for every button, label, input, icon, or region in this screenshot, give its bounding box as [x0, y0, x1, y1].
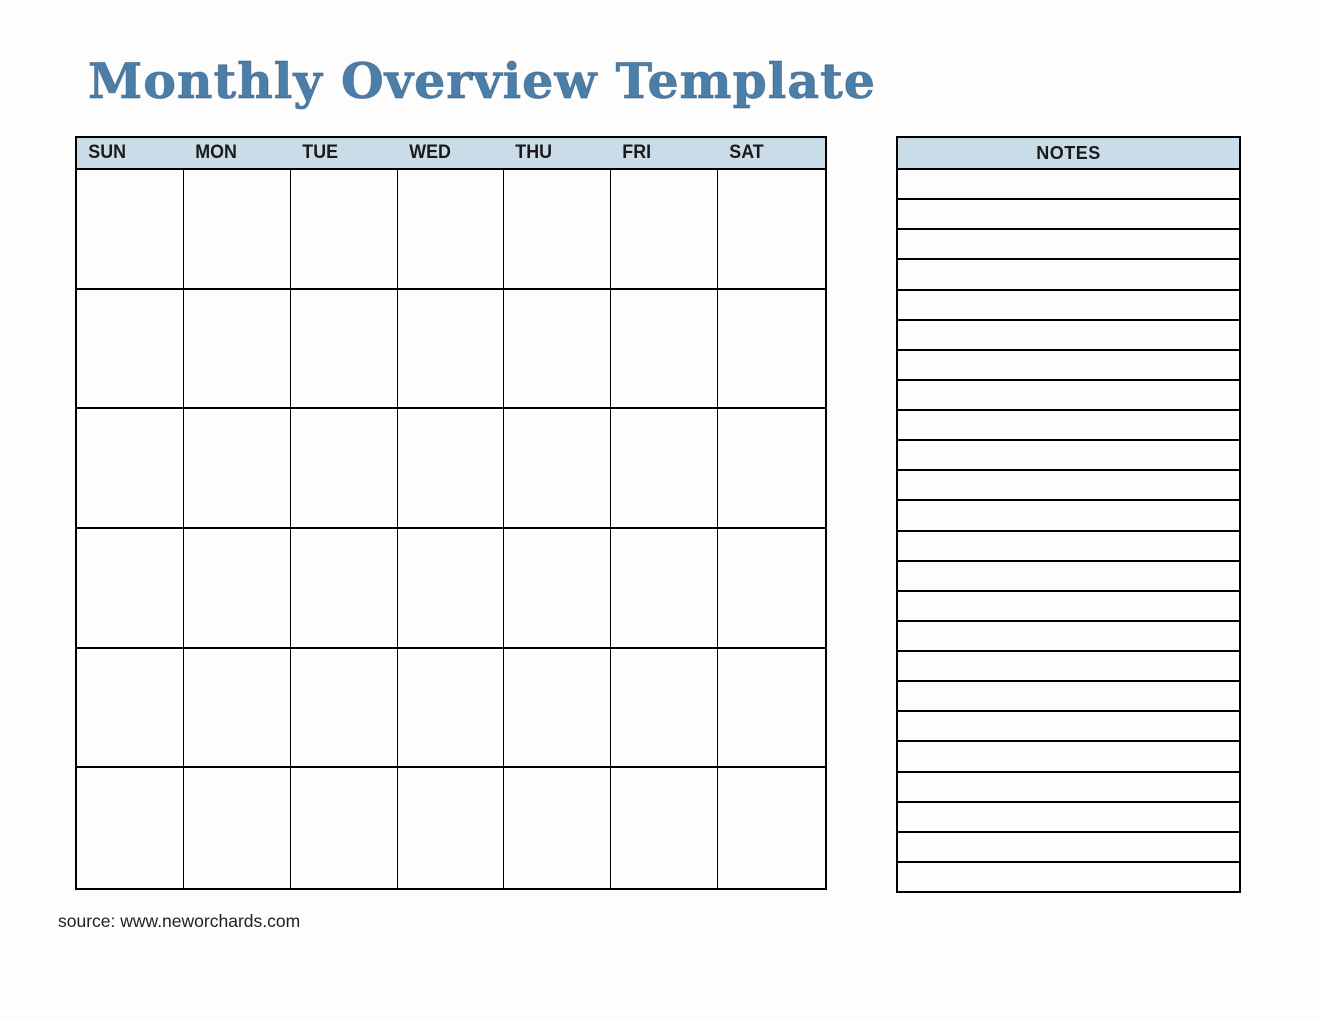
calendar-cell [77, 409, 184, 529]
note-line [898, 260, 1239, 290]
note-line [898, 351, 1239, 381]
calendar-cell [77, 170, 184, 290]
note-line [898, 381, 1239, 411]
calendar-cell [718, 649, 825, 769]
calendar-cell [291, 290, 398, 410]
source-attribution: source: www.neworchards.com [58, 911, 301, 931]
notes-lines [898, 170, 1239, 891]
day-header-wed: WED [408, 142, 451, 163]
day-header-fri: FRI [622, 142, 652, 163]
calendar-cell [291, 529, 398, 649]
calendar-cell [77, 529, 184, 649]
day-header-mon: MON [195, 142, 237, 163]
calendar-cell [504, 170, 611, 290]
note-line [898, 712, 1239, 742]
note-line [898, 291, 1239, 321]
calendar-cell [611, 768, 718, 888]
monthly-calendar-table [75, 136, 827, 890]
calendar-header-row [77, 138, 825, 170]
calendar-cell [77, 290, 184, 410]
note-line [898, 411, 1239, 441]
day-header-sun: SUN [88, 142, 126, 163]
calendar-cell [398, 409, 505, 529]
note-line [898, 682, 1239, 712]
note-line [898, 592, 1239, 622]
note-line [898, 863, 1239, 891]
calendar-cell [718, 290, 825, 410]
note-line [898, 230, 1239, 260]
calendar-cell [77, 768, 184, 888]
calendar-cell [291, 649, 398, 769]
calendar-cell [718, 529, 825, 649]
day-header-thu: THU [515, 142, 553, 163]
calendar-cell [291, 409, 398, 529]
calendar-cell [184, 649, 291, 769]
calendar-cell [611, 529, 718, 649]
calendar-cell [184, 409, 291, 529]
calendar-cell [291, 170, 398, 290]
note-line [898, 562, 1239, 592]
note-line [898, 321, 1239, 351]
calendar-cell [611, 170, 718, 290]
note-line [898, 441, 1239, 471]
calendar-cell [398, 529, 505, 649]
calendar-cell [611, 649, 718, 769]
note-line [898, 803, 1239, 833]
calendar-cell [611, 290, 718, 410]
note-line [898, 471, 1239, 501]
notes-table [896, 136, 1241, 893]
calendar-cell [398, 649, 505, 769]
calendar-cell [504, 768, 611, 888]
calendar-cell [504, 290, 611, 410]
calendar-body-grid [77, 170, 825, 888]
page-title: Monthly Overview Template [88, 52, 876, 110]
note-line [898, 622, 1239, 652]
calendar-cell [184, 768, 291, 888]
note-line [898, 773, 1239, 803]
calendar-cell [398, 768, 505, 888]
calendar-cell [398, 290, 505, 410]
calendar-cell [77, 649, 184, 769]
note-line [898, 532, 1239, 562]
note-line [898, 501, 1239, 531]
calendar-cell [504, 649, 611, 769]
calendar-cell [184, 529, 291, 649]
note-line [898, 200, 1239, 230]
calendar-cell [504, 409, 611, 529]
calendar-cell [718, 170, 825, 290]
calendar-cell [718, 768, 825, 888]
calendar-cell [291, 768, 398, 888]
calendar-cell [398, 170, 505, 290]
calendar-cell [184, 290, 291, 410]
day-header-tue: TUE [301, 142, 338, 163]
calendar-cell [504, 529, 611, 649]
note-line [898, 170, 1239, 200]
calendar-cell [611, 409, 718, 529]
calendar-cell [184, 170, 291, 290]
note-line [898, 833, 1239, 863]
day-header-sat: SAT [729, 142, 764, 163]
notes-header: NOTES [898, 138, 1239, 170]
calendar-cell [718, 409, 825, 529]
note-line [898, 742, 1239, 772]
note-line [898, 652, 1239, 682]
